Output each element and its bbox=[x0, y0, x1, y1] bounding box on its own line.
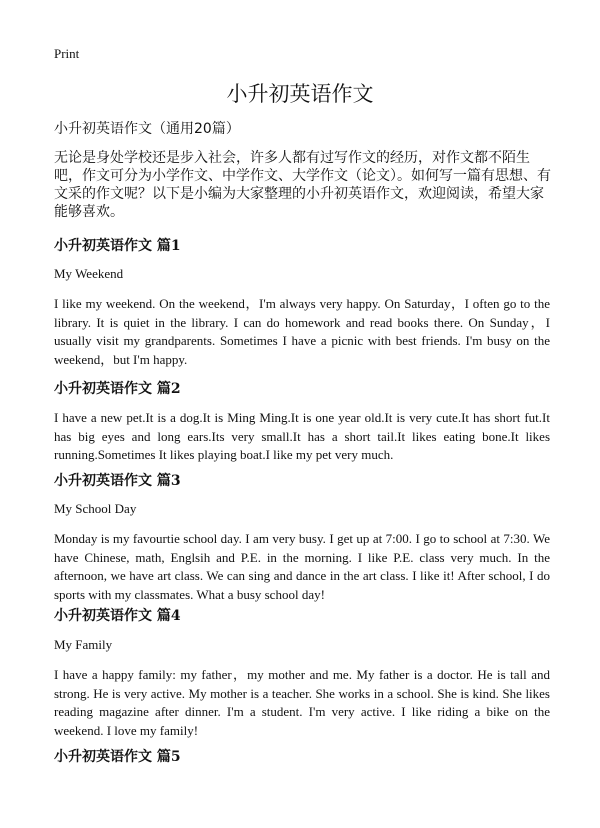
section-body-2: I have a new pet.It is a dog.It is Ming Ming.It is one year old.It is very cute.It has short fut.It has big eyes and long ears.Its very small.It has a short tail.It likes eating bone.It likes running.Sometimes It likes playing boat.I like my pet very much. bbox=[54, 410, 550, 462]
document-title: 小升初英语作文 bbox=[226, 82, 374, 106]
print-label: Print bbox=[54, 46, 80, 61]
section-title-4: My Family bbox=[54, 637, 113, 652]
section-body-1: I like my weekend. On the weekend，I'm always very happy. On Saturday，I often go to the library. It is quiet in the library. I can do homework and read books there. On Sunday，I usually visit my grandparents. Sometimes I have a picnic with best friends. I'm busy on the weekend，but I'm happy. bbox=[54, 296, 550, 367]
section-heading-1: 小升初英语作文 篇1 bbox=[54, 238, 181, 254]
section-title-3: My School Day bbox=[54, 501, 137, 516]
document-subtitle: 小升初英语作文（通用20篇） bbox=[54, 121, 240, 137]
section-heading-2: 小升初英语作文 篇2 bbox=[54, 381, 181, 397]
section-body-3: Monday is my favourtie school day. I am very busy. I get up at 7:00. I go to school at 7:30. We have Chinese, math, Englsih and P.E. in the morning. I like P.E. class very much. In the afternoon, we have art class. We can sing and dance in the art class. I like it! After school, I do sports with my classmates. What a busy school day! bbox=[54, 531, 550, 602]
section-heading-5: 小升初英语作文 篇5 bbox=[54, 749, 181, 765]
section-heading-3: 小升初英语作文 篇3 bbox=[54, 473, 181, 489]
section-heading-4: 小升初英语作文 篇4 bbox=[54, 608, 181, 624]
intro-paragraph: 无论是身处学校还是步入社会，许多人都有过写作文的经历，对作文都不陌生吧，作文可分为小学作文、中学作文、大学作文（论文）。如何写一篇有思想、有文采的作文呢？以下是小编为大家整理的小升初英语作文，欢迎阅读，希望大家能够喜欢。 bbox=[54, 150, 551, 220]
section-body-4: I have a happy family: my father，my mother and me. My father is a doctor. He is tall and strong. He is very active. My mother is a teacher. She works in a school. She is kind. She likes reading magazine after dinner. I'm a student. I'm very active. I like riding a bike on the weekend. I love my family! bbox=[54, 667, 550, 738]
section-title-1: My Weekend bbox=[54, 266, 124, 281]
